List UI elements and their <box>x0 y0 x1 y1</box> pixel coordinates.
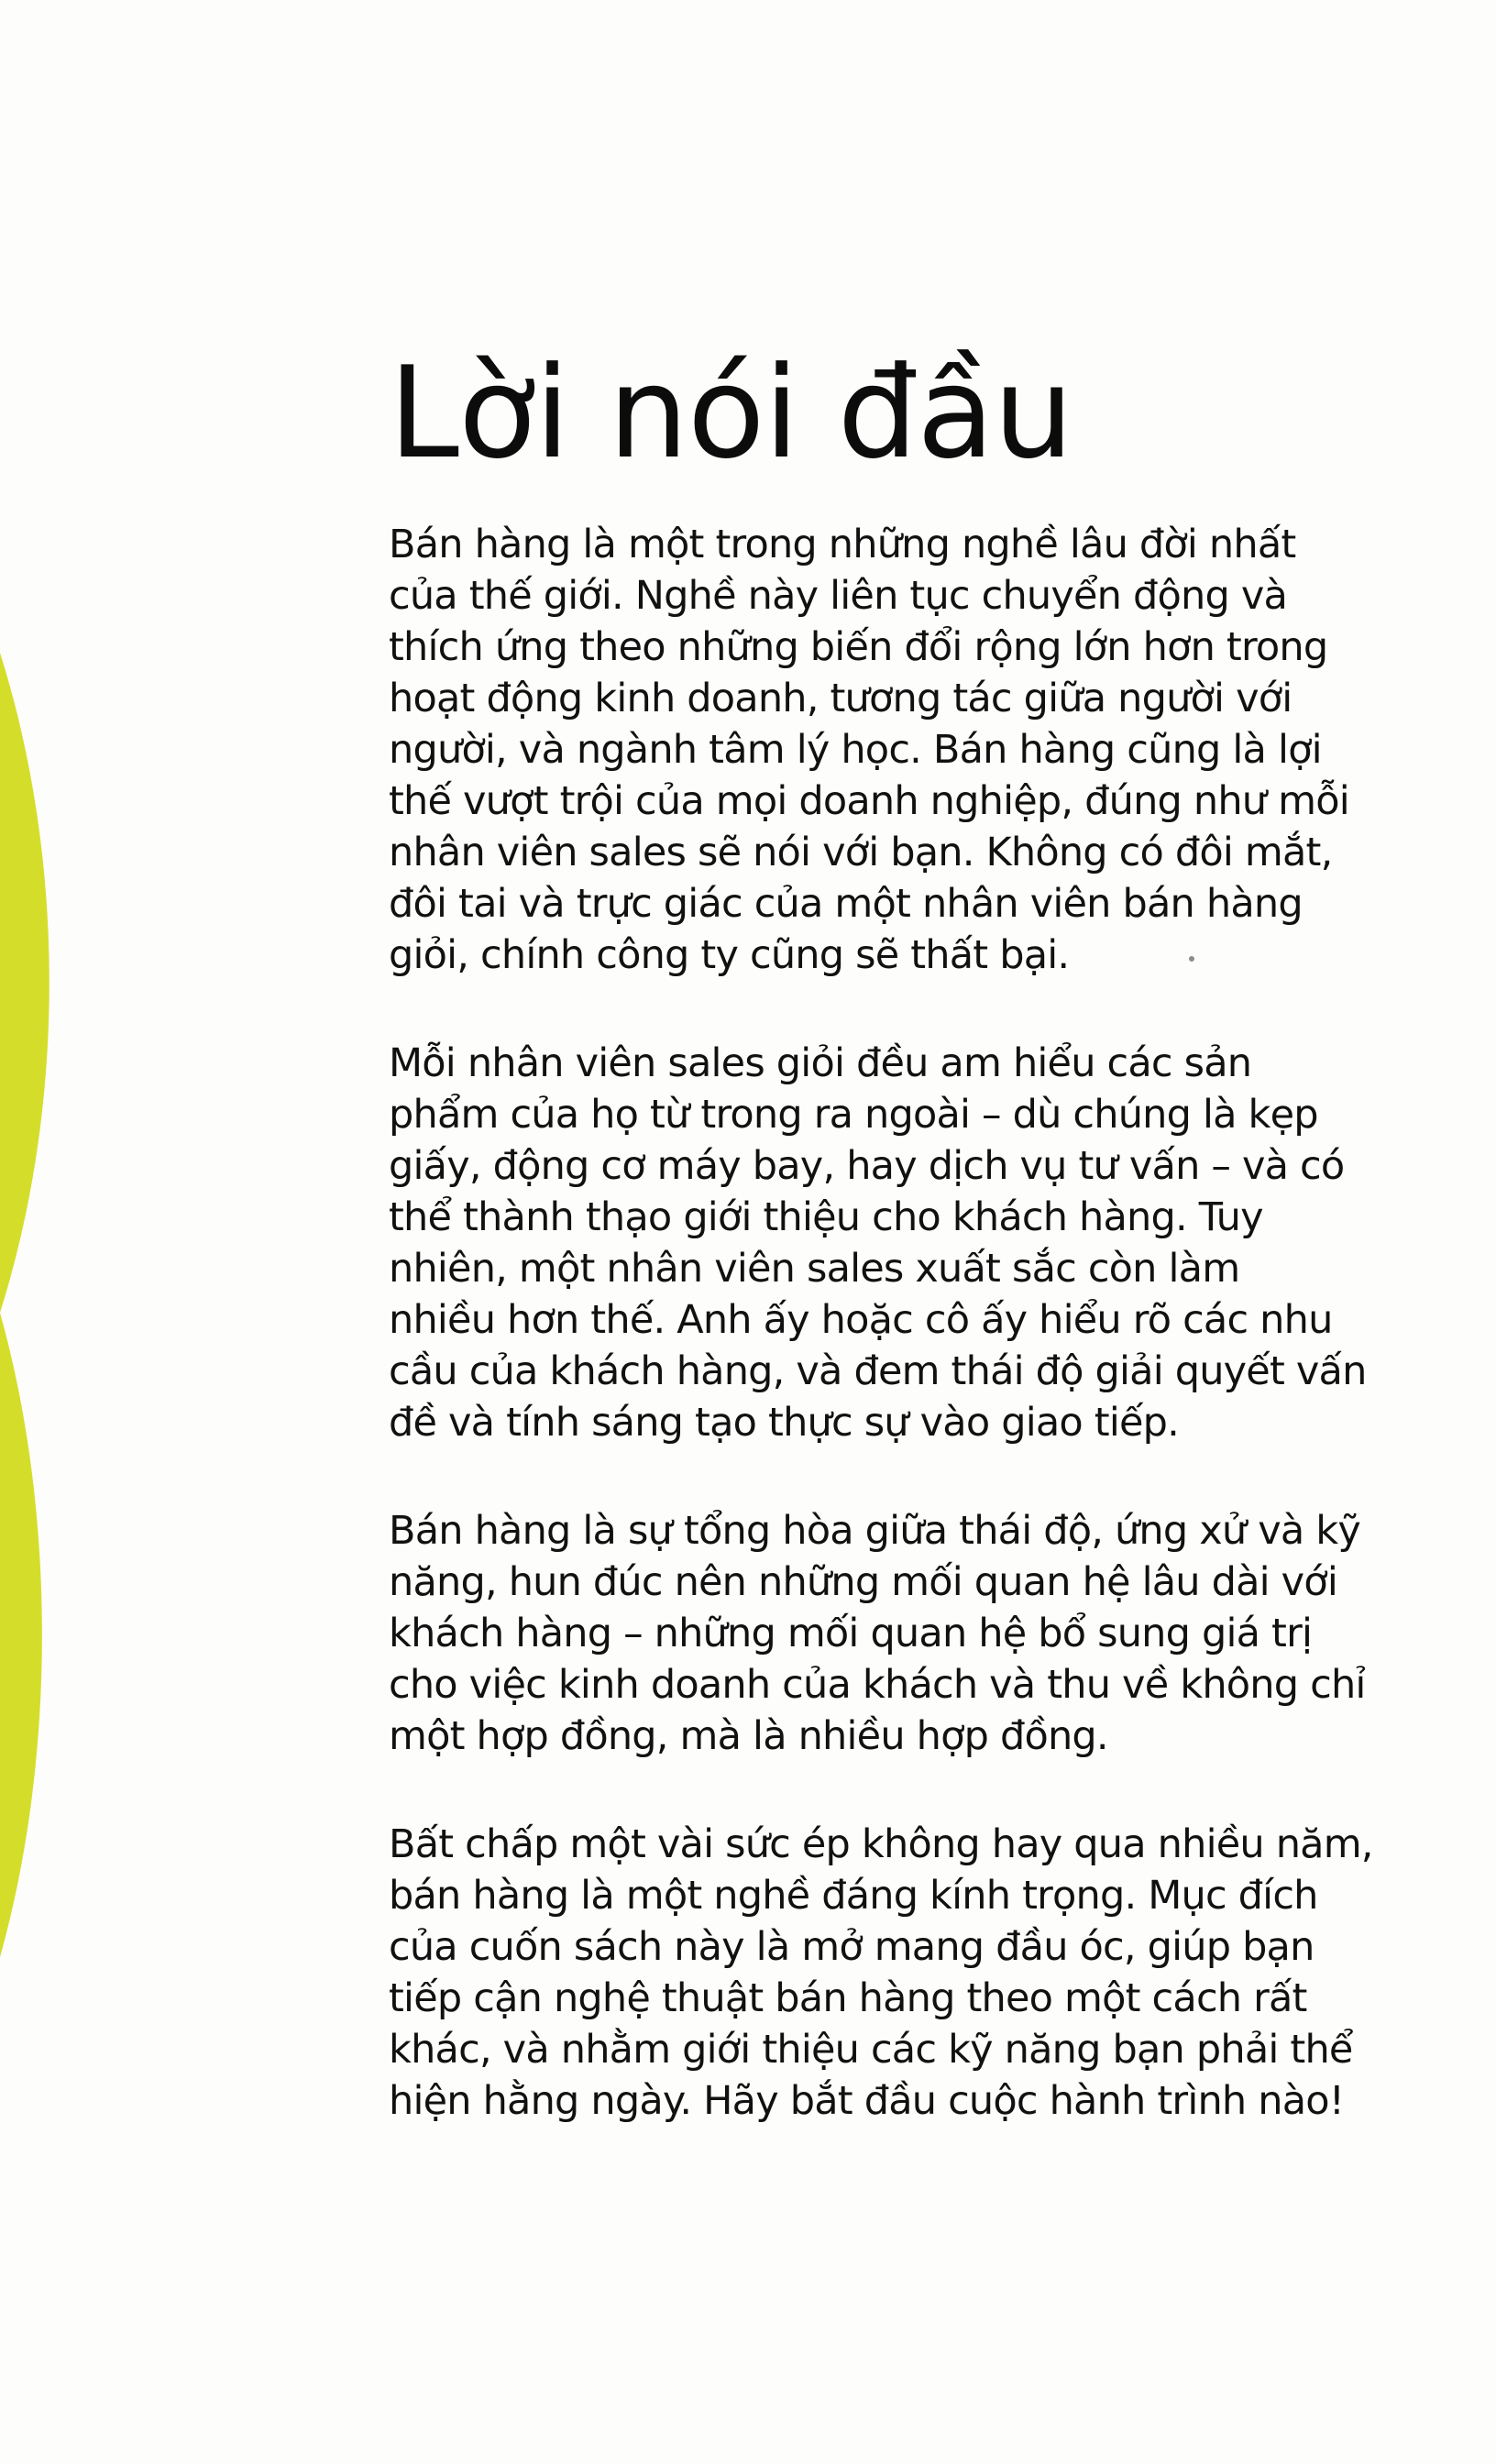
paragraph-line: thế vượt trội của mọi doanh nghiệp, đúng như mỗi <box>389 778 1349 824</box>
paragraph-line: Bán hàng là sự tổng hòa giữa thái độ, ứng xử và kỹ <box>389 1508 1361 1554</box>
preface-body <box>389 519 1388 2127</box>
paragraph-line: một hợp đồng, mà là nhiều hợp đồng. <box>389 1713 1108 1759</box>
paragraph-line: bán hàng là một nghề đáng kính trọng. Mục đích <box>389 1873 1318 1919</box>
paragraph-line: cầu của khách hàng, và đem thái độ giải quyết vấn <box>389 1348 1367 1394</box>
paragraph-line: hoạt động kinh doanh, tương tác giữa người với <box>389 676 1292 721</box>
paragraph-line: người, và ngành tâm lý học. Bán hàng cũng là lợi <box>389 727 1322 773</box>
paragraph-line: nhiều hơn thế. Anh ấy hoặc cô ấy hiểu rõ các nhu <box>389 1297 1333 1343</box>
paragraph-line: giỏi, chính công ty cũng sẽ thất bại. <box>389 932 1070 978</box>
paragraph-line: nhiên, một nhân viên sales xuất sắc còn làm <box>389 1246 1240 1292</box>
paragraph <box>389 519 1388 981</box>
paragraph-line: của cuốn sách này là mở mang đầu óc, giúp bạn <box>389 1924 1314 1970</box>
paragraph-line: Bán hàng là một trong những nghề lâu đời nhất <box>389 522 1296 567</box>
accent-ring-arc <box>0 653 50 1957</box>
paragraph <box>389 1038 1388 1448</box>
paragraph-line: khác, và nhằm giới thiệu các kỹ năng bạn phải thể <box>389 2027 1353 2073</box>
paragraph-line: thích ứng theo những biến đổi rộng lớn hơn trong <box>389 624 1328 670</box>
paragraph-line: Mỗi nhân viên sales giỏi đều am hiểu các sản <box>389 1040 1252 1086</box>
paragraph-line: phẩm của họ từ trong ra ngoài – dù chúng là kẹp <box>389 1092 1318 1138</box>
page-title: Lời nói đầu <box>389 339 1073 487</box>
print-speck <box>1189 956 1194 962</box>
paragraph-line: đôi tai và trực giác của một nhân viên bán hàng <box>389 881 1303 927</box>
paragraph-line: hiện hằng ngày. Hãy bắt đầu cuộc hành trình nào! <box>389 2078 1345 2124</box>
paragraph-line: thể thành thạo giới thiệu cho khách hàng. Tuy <box>389 1194 1263 1240</box>
preface-content <box>389 339 1388 2184</box>
paragraph-line: tiếp cận nghệ thuật bán hàng theo một cách rất <box>389 1975 1307 2021</box>
paragraph-line: năng, hun đúc nên những mối quan hệ lâu dài với <box>389 1559 1337 1605</box>
paragraph <box>389 1505 1388 1762</box>
paragraph <box>389 1819 1388 2127</box>
paragraph-line: nhân viên sales sẽ nói với bạn. Không có đôi mắt, <box>389 830 1333 875</box>
paragraph-line: Bất chấp một vài sức ép không hay qua nhiều năm, <box>389 1821 1373 1867</box>
paragraph-line: của thế giới. Nghề này liên tục chuyển động và <box>389 573 1288 619</box>
paragraph-line: khách hàng – những mối quan hệ bổ sung giá trị <box>389 1611 1313 1656</box>
paragraph-line: giấy, động cơ máy bay, hay dịch vụ tư vấn – và có <box>389 1143 1345 1189</box>
paragraph-line: cho việc kinh doanh của khách và thu về không chỉ <box>389 1662 1366 1708</box>
paragraph-line: đề và tính sáng tạo thực sự vào giao tiếp. <box>389 1400 1179 1446</box>
